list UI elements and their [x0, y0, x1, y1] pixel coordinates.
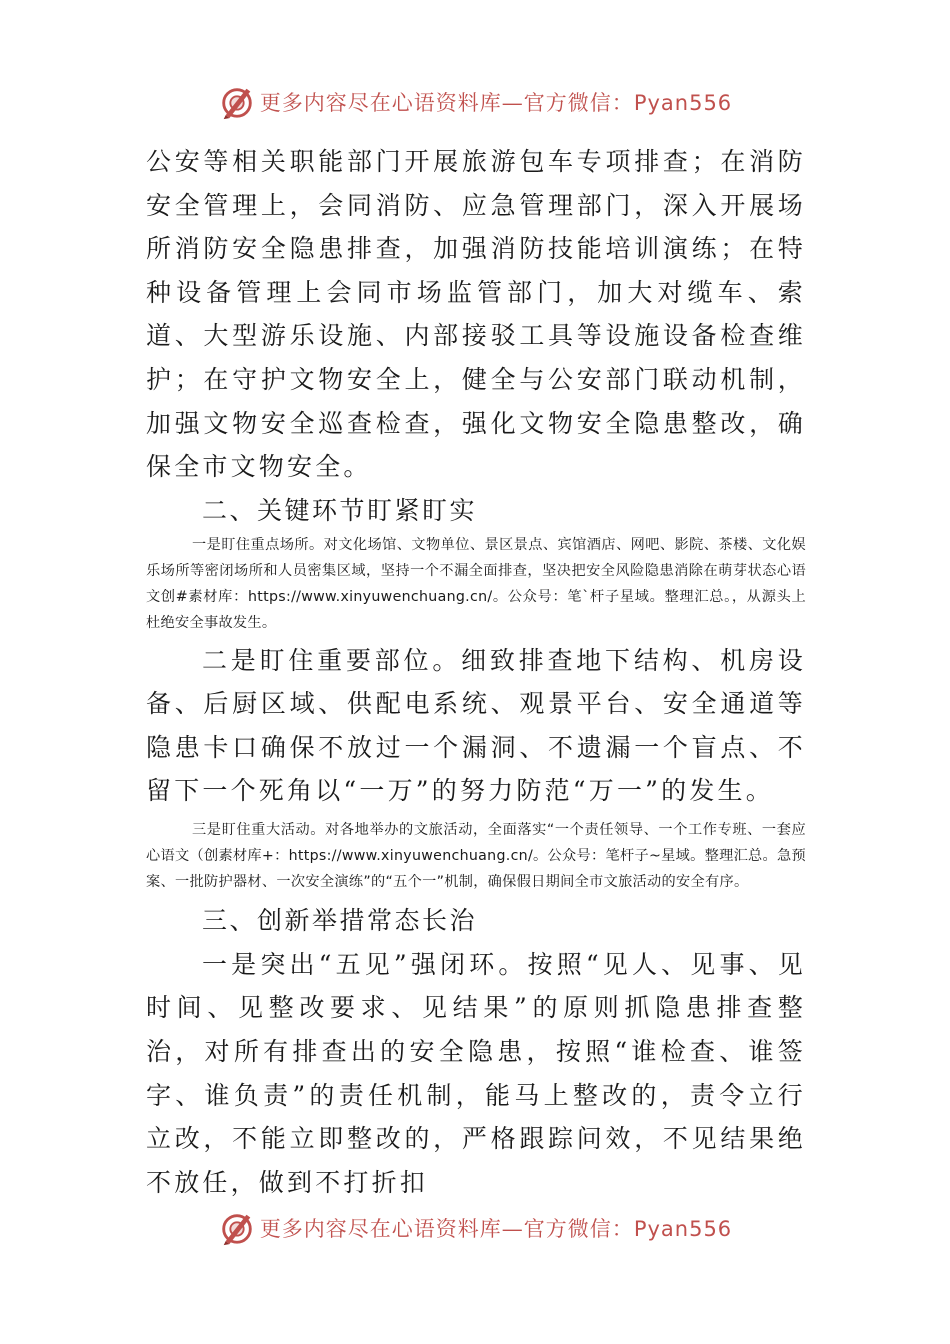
section-heading-2: 二、关键环节盯紧盯实: [202, 495, 478, 525]
pen-circle-logo-icon: [218, 83, 256, 121]
pen-circle-logo-icon: [218, 1209, 256, 1247]
header-banner: [0, 80, 950, 124]
section-heading-3: 三、创新举措常态长治: [202, 906, 478, 936]
paragraph-key-venues: 一是盯住重点场所。对文化场馆、文物单位、景区景点、宾馆酒店、网吧、影院、茶楼、文化娱乐场所等密闭场所和人员密集区域，坚持一个不漏全面排查，坚决把安全风险隐患消除在萌芽状态心语文创#素材库：https://www.xinyuwenchuang.cn/。公众号：笔`杆子星域。整理汇总。，从源头上杜绝安全事故发生。: [146, 537, 806, 631]
paragraph-safety-management: 公安等相关职能部门开展旅游包车专项排查；在消防安全管理上，会同消防、应急管理部门，深入开展场所消防安全隐患排查，加强消防技能培训演练；在特种设备管理上会同市场监管部门，加大对缆车、索道、大型游乐设施、内部接驳工具等设施设备检查维护；在守护文物安全上，健全与公安部门联动机制，加强文物安全巡查检查，强化文物安全隐患整改，确保全市文物安全。: [146, 147, 806, 482]
paragraph-major-events: 三是盯住重大活动。对各地举办的文旅活动，全面落实“一个责任领导、一个工作专班、一套应心语文（创素材库+：https://www.xinyuwenchuang.cn/。公众号：笔杆子~星域。整理汇总。急预案、一批防护器材、一次安全演练”的“五个一”机制，确保假日期间全市文旅活动的安全有序。: [146, 821, 807, 890]
paragraph-five-sees: 一是突出“五见”强闭环。按照“见人、见事、见时间、见整改要求、见结果”的原则抓隐患排查整治，对所有排查出的安全隐患，按照“谁检查、谁签字、谁负责”的责任机制，能马上整改的，责令立行立改，不能立即整改的，严格跟踪问效，不见结果绝不放任，做到不打折扣: [146, 949, 806, 1197]
banner-text: 更多内容尽在心语资料库—官方微信：Pyan556: [259, 1217, 733, 1241]
footer-banner: [0, 1206, 950, 1250]
banner-text: 更多内容尽在心语资料库—官方微信：Pyan556: [259, 91, 733, 115]
banner-wechat-id: Pyan556: [633, 91, 733, 115]
banner-wechat-id: Pyan556: [633, 1217, 733, 1241]
document-body: [146, 140, 806, 1204]
paragraph-key-parts: 二是盯住重要部位。细致排查地下结构、机房设备、后厨区域、供配电系统、观景平台、安全通道等隐患卡口确保不放过一个漏洞、不遗漏一个盲点、不留下一个死角以“一万”的努力防范“万一”的发生。: [146, 645, 806, 806]
